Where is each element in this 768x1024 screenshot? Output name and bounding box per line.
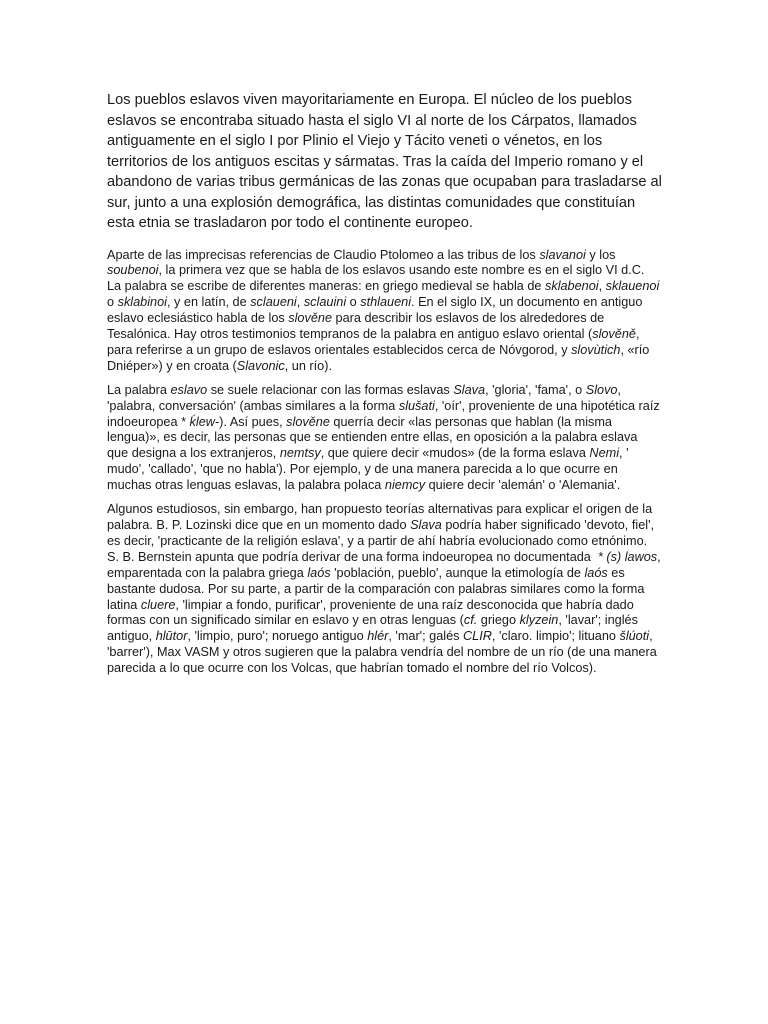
italic-term: hlūtor	[155, 629, 188, 644]
italic-term: slověne	[286, 414, 330, 429]
text-run: , para referirse a un grupo de eslavos orientales establecidos cerca de Nóvgorod, y	[107, 327, 644, 357]
italic-term: sclauini	[303, 295, 347, 310]
text-run: podría haber significado 'devoto, fiel', es decir, 'practicante de la religión eslava', y a partir de ahí habría evolucionado como etnónimo. S. B. Bernstein apunta que podría derivar de una forma indoeuropea no documentada	[107, 518, 658, 564]
text-run: , 'limpiar a fondo, purificar', proveniente de una raíz desconocida que habría dado formas con un significado similar en eslavo y en otras lenguas (	[107, 597, 638, 628]
text-run: 'población, pueblo', aunque la etimología de	[330, 565, 585, 580]
italic-term: ḱlew-	[189, 414, 220, 429]
text-run: , 'mar'; galés	[388, 629, 464, 644]
text-run: , 'lavar'; inglés antiguo,	[107, 613, 642, 644]
text-run: griego	[477, 613, 520, 628]
body-paragraph-3	[107, 502, 665, 677]
italic-term: nemtsy	[279, 446, 321, 461]
italic-term: cf.	[463, 613, 478, 628]
text-run: , la primera vez que se habla de los eslavos usando este nombre es en el siglo VI d.C. La palabra se escribe de diferentes maneras: en griego medieval se habla de	[107, 263, 648, 294]
italic-term: sklabinoi	[117, 295, 167, 310]
body-paragraph-2	[107, 383, 662, 494]
italic-term: soubenoi	[107, 263, 159, 278]
italic-term: klyzein	[519, 613, 559, 628]
italic-term: hlér	[367, 629, 389, 644]
text-run: se suele relacionar con las formas eslavas	[207, 382, 454, 397]
text-run: , 'claro. limpio'; lituano	[491, 629, 620, 644]
italic-term: * (s) lawos	[594, 549, 658, 564]
italic-term: Slava	[453, 382, 486, 397]
italic-term: slověne	[288, 311, 332, 326]
text-run: ). Así pues,	[219, 414, 287, 429]
italic-term: šlúoti	[619, 629, 650, 644]
italic-term: eslavo	[170, 382, 208, 397]
intro-paragraph	[107, 90, 666, 234]
text-run: , emparentada con la palabra griega	[107, 549, 665, 580]
document-page	[107, 90, 666, 685]
text-run: para describir los eslavos de los alrededores de Tesalónica. Hay otros testimonios tempranos de la palabra en antiguo eslavo oriental (	[107, 311, 608, 342]
text-run: , 'oír', proveniente de una hipotética raíz indoeuropea *	[107, 398, 664, 429]
text-run: . En el siglo IX, un documento en antiguo eslavo eclesiástico habla de los	[107, 295, 646, 326]
italic-term: slavanoi	[539, 247, 586, 262]
text-run: , un río).	[284, 358, 332, 373]
italic-term: sklauenoi	[605, 279, 660, 294]
italic-term: sclaueni	[250, 295, 297, 310]
italic-term: sklabenoi	[545, 279, 599, 294]
italic-term: CLIR	[463, 629, 492, 644]
text-run: o	[107, 279, 663, 310]
text-run: y los	[585, 247, 620, 262]
italic-term: Slava	[410, 518, 442, 532]
text-run: , y en latín, de	[166, 295, 251, 310]
text-run: La palabra	[107, 382, 171, 397]
italic-term: Nemi	[589, 446, 620, 461]
italic-term: Slovo	[585, 382, 618, 397]
text-run: , 'barrer'), Max VASM y otros sugieren que la palabra vendría del nombre de un río (de una manera parecida a lo que ocurre con los Volcas, que habrían tomado el nombre del río Volcos).	[107, 629, 661, 676]
text-run: ,	[598, 279, 606, 294]
text-run: Aparte de las imprecisas referencias de Claudio Ptolomeo a las tribus de los	[107, 247, 540, 262]
text-run: , ' mudo', 'callado', 'que no habla'). Por ejemplo, y de una manera parecida a lo que ocurre en muchas otras lenguas eslavas, la palabra polaca	[107, 446, 633, 493]
text-run: , que quiere decir «mudos» (de la forma eslava	[320, 446, 590, 461]
text-run: , «río Dniéper») y en croata (	[107, 342, 653, 373]
text-run: , 'palabra, conversación' (ambas similares a la forma	[107, 382, 625, 413]
text-run: , 'limpio, puro'; noruego antiguo	[187, 629, 368, 644]
italic-term: cluere	[140, 597, 176, 612]
italic-term: sthlaueni	[360, 295, 412, 310]
text-run: querría decir «las personas que hablan (la misma lengua)», es decir, las personas que se entienden entre ellas, en oposición a la palabra eslava que designa a los extranjeros,	[107, 414, 641, 461]
text-run: quiere decir 'alemán' o 'Alemania'.	[425, 478, 621, 493]
text-run: ,	[296, 295, 304, 310]
text-run: es bastante dudosa. Por su parte, a partir de la comparación con palabras similares como la forma latina	[107, 565, 648, 612]
italic-term: Slavonic	[236, 358, 285, 373]
body-paragraph-1	[107, 248, 662, 375]
text-run: Los pueblos eslavos viven mayoritariamente en Europa. El núcleo de los pueblos eslavos se encontraba situado hasta el siglo VI al norte de los Cárpatos, llamados antiguamente en el siglo I por Plinio el Viejo y Tácito veneti o vénetos, en los territorios de los antiguos escitas y sármatas. Tras la caída del Imperio romano y el abandono de varias tribus germánicas de las zonas que ocupaban para trasladarse al sur, junto a una explosión demográfica, las distintas comunidades que constituían esta etnia se trasladaron por todo el continente europeo.	[107, 92, 666, 231]
text-run: o	[346, 295, 361, 310]
italic-term: slověně	[592, 327, 636, 342]
italic-term: slušati	[398, 398, 435, 413]
italic-term: niemcy	[384, 478, 426, 493]
text-run: , 'gloria', 'fama', o	[485, 382, 586, 397]
italic-term: laós	[307, 565, 331, 580]
italic-term: laós	[584, 565, 608, 580]
text-run: Algunos estudiosos, sin embargo, han propuesto teorías alternativas para explicar el origen de la palabra. B. P. Lozinski dice que en un momento dado	[107, 502, 656, 532]
italic-term: slovùtich	[571, 342, 621, 357]
